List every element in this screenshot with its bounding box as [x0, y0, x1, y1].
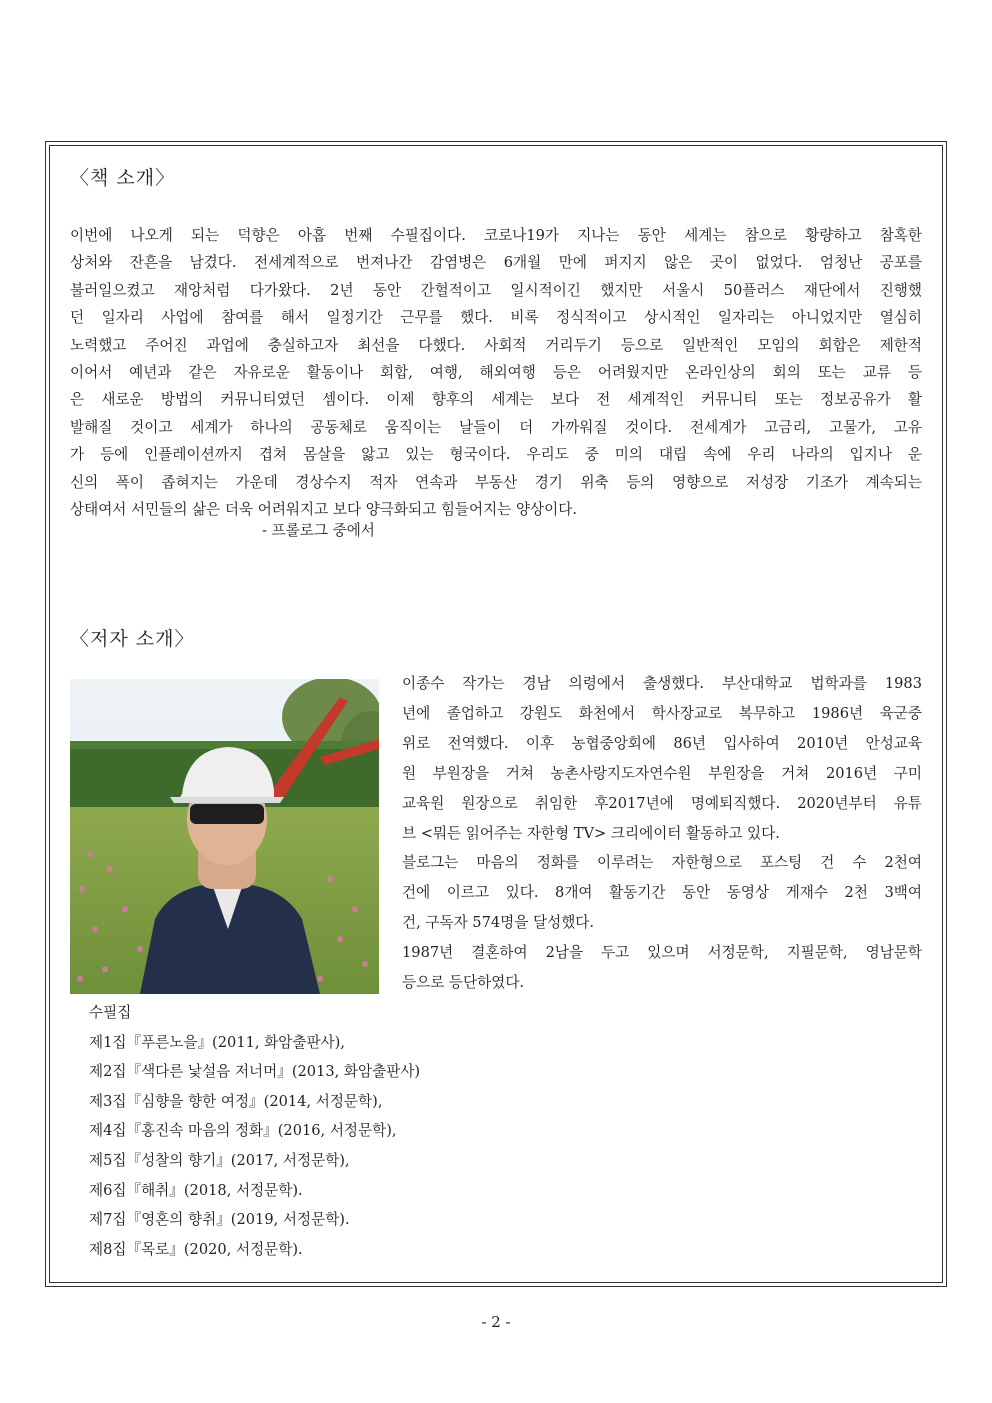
- paragraph-line: 신의 폭이 좁혀지는 가운데 경상수지 적자 연속과 부동산 경기 위축 등의 영향으로 저성장 기조가 계속되는: [70, 473, 922, 491]
- bio-line: 년에 졸업하고 강원도 화천에서 학사장교로 복무하고 1986년 육군중: [402, 704, 922, 722]
- works-item: 제6집『해취』(2018, 서정문학).: [89, 1181, 303, 1199]
- paragraph-line: 상태여서 서민들의 삶은 더욱 어려워지고 보다 양극화되고 힘들어지는 양상이다.: [70, 501, 577, 519]
- works-list: [89, 998, 420, 1264]
- paragraph-line: 이번에 나오게 되는 덕향은 아홉 번째 수필집이다. 코로나19가 지나는 동안 세계는 참으로 황량하고 참혹한: [70, 227, 922, 244]
- works-item: 제8집『목로』(2020, 서정문학).: [89, 1240, 303, 1258]
- bio-line: 등으로 등단하였다.: [402, 974, 525, 992]
- bio-line: 브 <뭐든 읽어주는 자한형 TV> 크리에이터 활동하고 있다.: [402, 824, 780, 842]
- works-item: 제1집『푸른노을』(2011, 화암출판사),: [89, 1033, 345, 1051]
- bio-line: 블로그는 마음의 정화를 이루려는 자한형으로 포스팅 건 수 2천여: [402, 854, 922, 872]
- paragraph-line: 상처와 잔흔을 남겼다. 전세계적으로 번져나간 감염병은 6개월 만에 퍼지지 않은 곳이 없었다. 엄청난 공포를: [70, 254, 922, 272]
- bio-line: 1987년 결혼하여 2남을 두고 있으며 서정문학, 지필문학, 영남문학: [402, 944, 922, 962]
- bio-line: 위로 전역했다. 이후 농협중앙회에 86년 입사하여 2010년 안성교육: [402, 734, 922, 752]
- works-item: 제5집『성찰의 향기』(2017, 서정문학),: [89, 1151, 350, 1169]
- page-number: - 2 -: [481, 1313, 511, 1331]
- paragraph-line: 노력했고 주어진 과업에 충실하고자 최선을 다했다. 사회적 거리두기 등으로 일반적인 모임의 회합은 제한적: [70, 336, 922, 354]
- bio-line: 건, 구독자 574명을 달성했다.: [402, 914, 595, 932]
- paragraph-line: 이어서 예년과 같은 자유로운 활동이나 회합, 여행, 해외여행 등은 어려웠지만 온라인상의 회의 또는 교류 등: [70, 364, 922, 382]
- paragraph-line: 가 등에 인플레이션까지 겹쳐 몸살을 앓고 있는 형국이다. 우리도 중 미의 대립 속에 우리 나라의 입지나 운: [70, 446, 922, 464]
- author-photo: [70, 679, 379, 994]
- paragraph-line: 은 새로운 방법의 커뮤니티였던 셈이다. 이제 향후의 세계는 보다 전 세계적인 커뮤니티 또는 정보공유가 활: [70, 391, 922, 409]
- book-intro-heading: 〈책 소개〉: [70, 167, 176, 189]
- works-heading: 수필집: [89, 1004, 132, 1021]
- bio-line: 원 부원장을 거쳐 농촌사랑지도자연수원 부원장을 거쳐 2016년 구미: [402, 764, 922, 782]
- works-item: 제4집『홍진속 마음의 정화』(2016, 서정문학),: [89, 1122, 397, 1140]
- author-bio: [402, 669, 922, 998]
- bio-line: 건에 이르고 있다. 8개여 활동기간 동안 동영상 게재수 2천 3백여: [402, 884, 922, 902]
- paragraph-line: 불러일으켰고 재앙처럼 다가왔다. 2년 동안 간헐적이고 일시적이긴 했지만 서울시 50플러스 재단에서 진행했: [70, 281, 922, 299]
- bio-line: 교육원 원장으로 취임한 후2017년에 명예퇴직했다. 2020년부터 유튜: [402, 794, 922, 812]
- book-intro-paragraph: [70, 222, 922, 523]
- paragraph-line: 발해질 것이고 세계가 하나의 공동체로 움직이는 날들이 더 가까워질 것이다. 전세계가 고금리, 고물가, 고유: [70, 418, 922, 436]
- author-intro-heading: 〈저자 소개〉: [70, 628, 195, 650]
- paragraph-line: 던 일자리 사업에 참여를 해서 일정기간 근무를 했다. 비록 정식적이고 상시적인 일자리는 아니었지만 열심히: [70, 309, 922, 327]
- bio-line: 이종수 작가는 경남 의령에서 출생했다. 부산대학교 법학과를 1983: [402, 675, 922, 692]
- works-item: 제7집『영혼의 향취』(2019, 서정문학).: [89, 1211, 350, 1229]
- works-item: 제2집『색다른 낯설음 저너머』(2013, 화암출판사): [89, 1063, 421, 1081]
- works-item: 제3집『심향을 향한 여정』(2014, 서정문학),: [89, 1092, 383, 1110]
- book-intro-source: - 프롤로그 중에서: [262, 522, 375, 539]
